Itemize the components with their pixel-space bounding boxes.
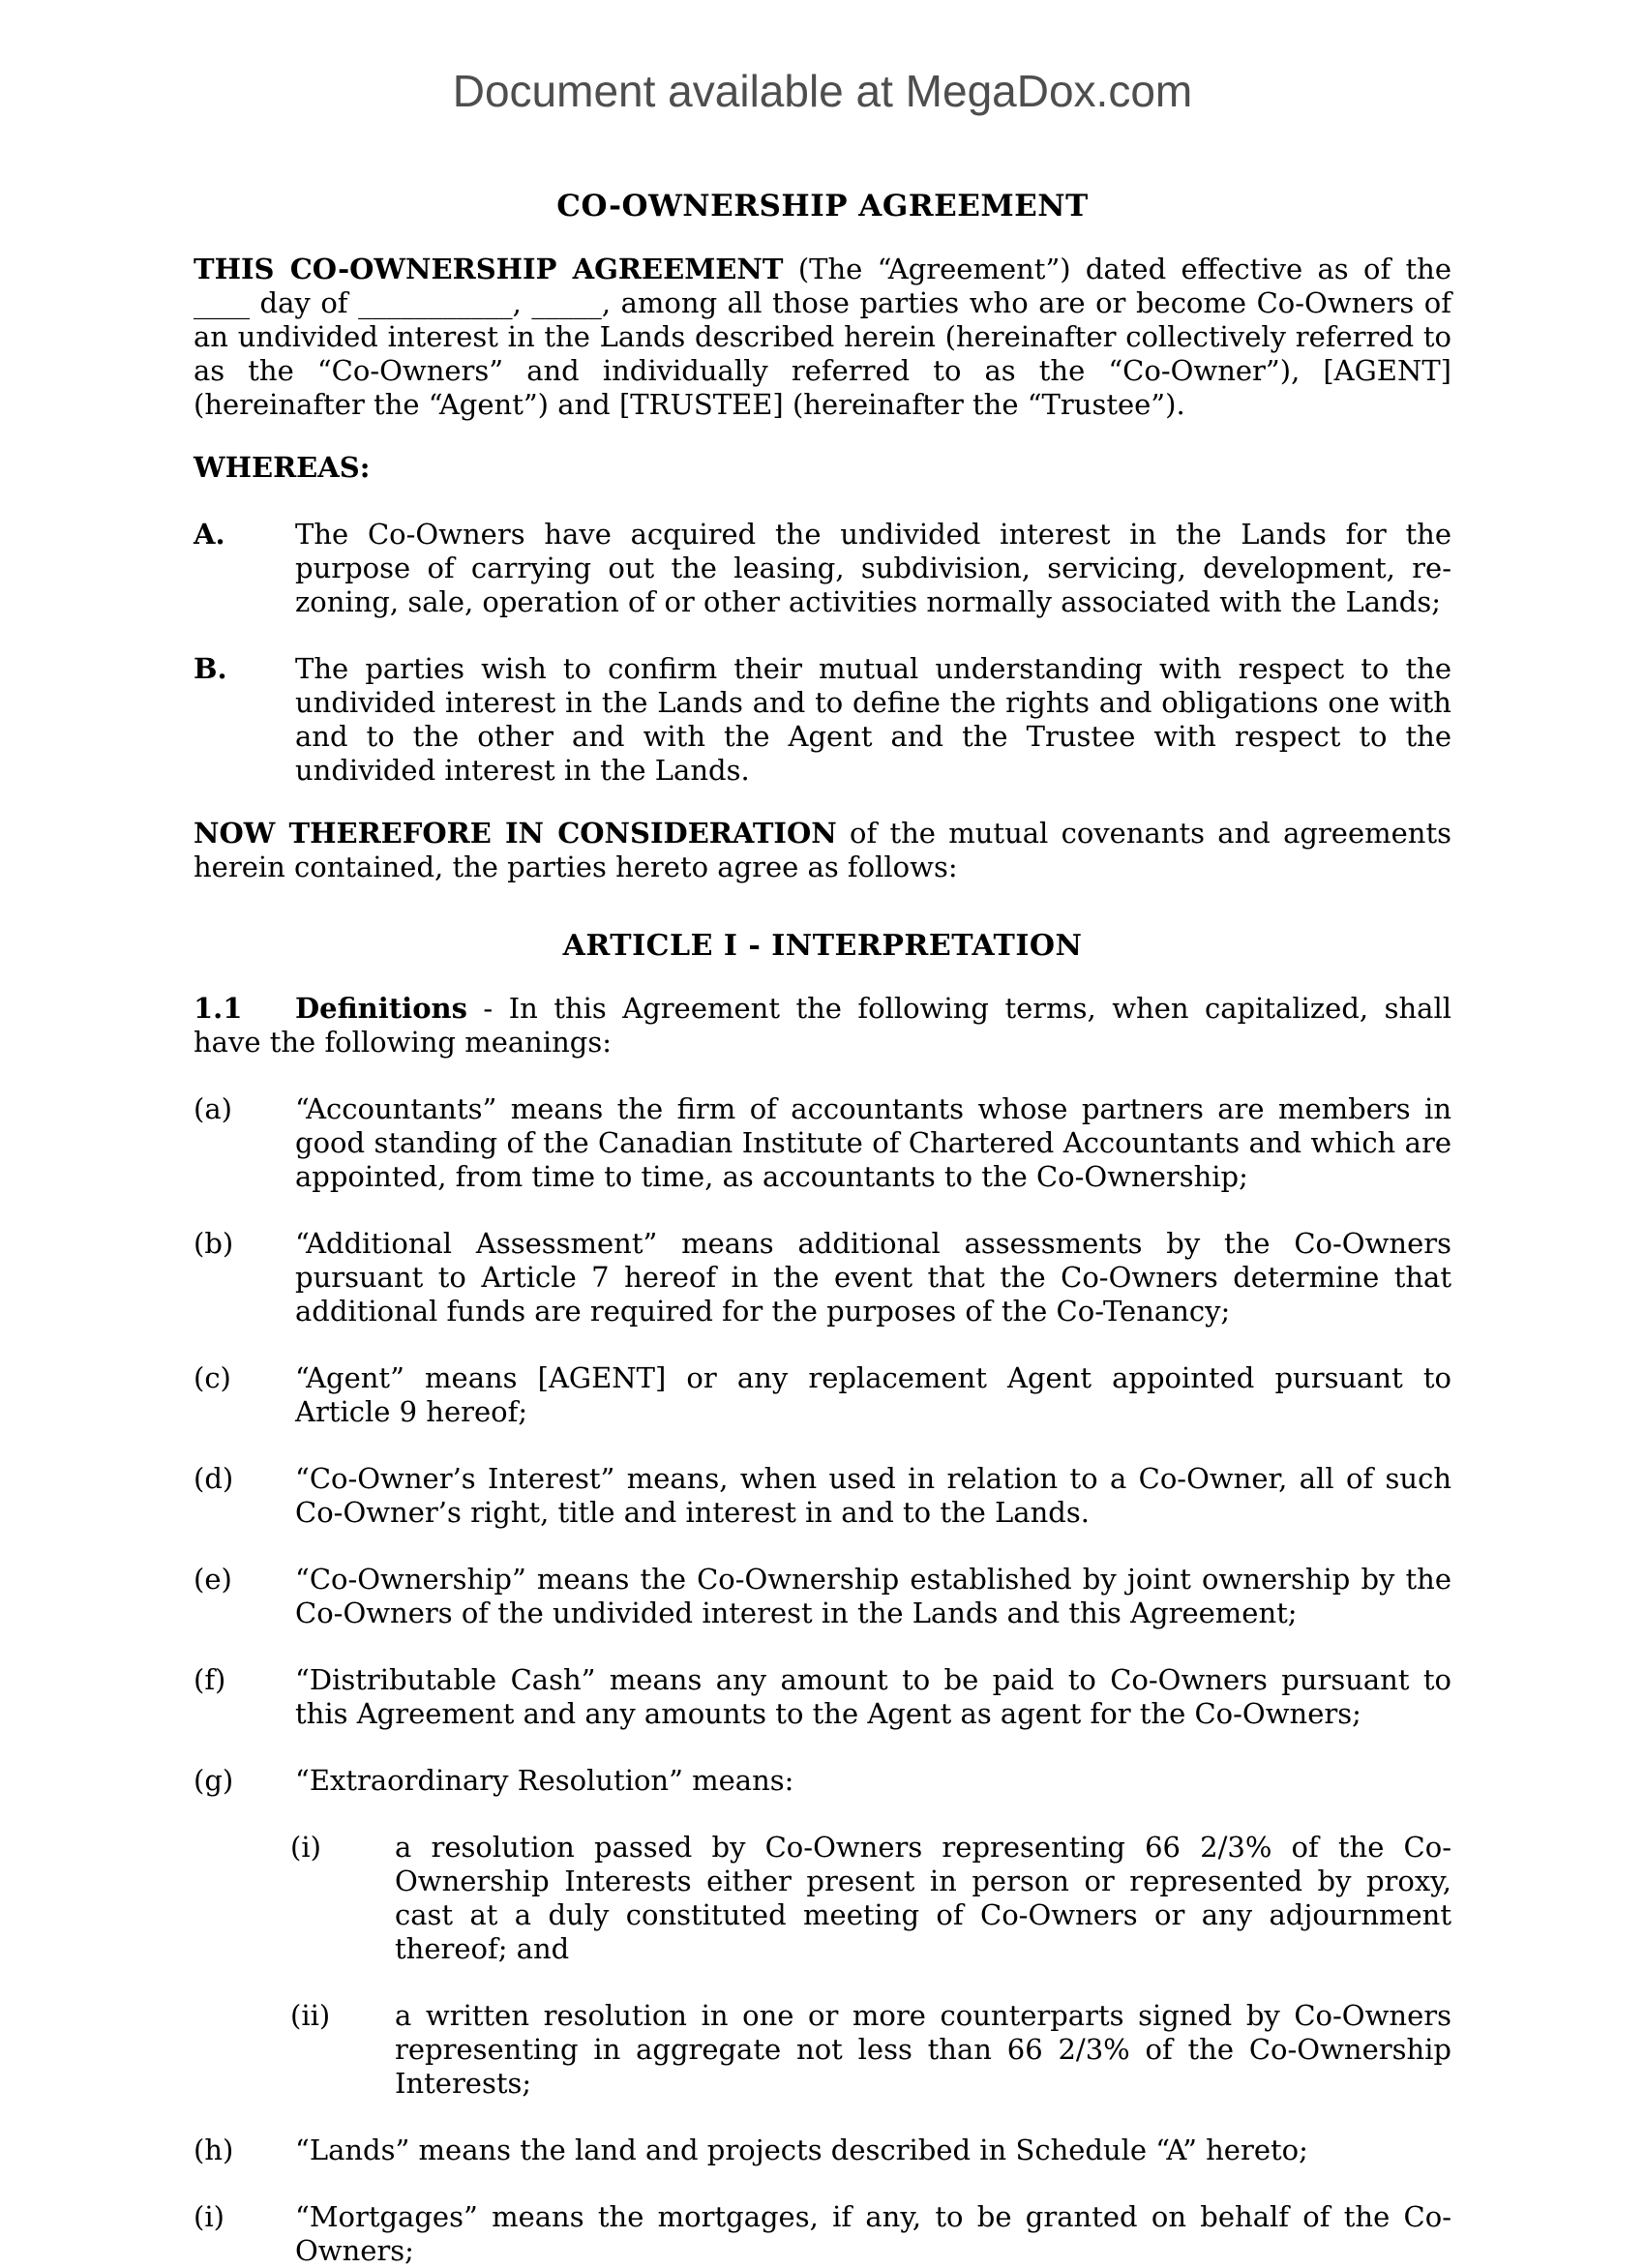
definition-f-text: “Distributable Cash” means any amount to be paid to Co-Owners pursuant to this Agreement and any amounts to the Agent as agent for the Co-Owners; (295, 1663, 1451, 1730)
recital-a-label: A. (194, 518, 225, 551)
definition-d-label: (d) (194, 1462, 234, 1495)
definition-item-i (194, 2200, 1451, 2268)
recital-b-label: B. (194, 652, 227, 685)
definition-g-ii-text: a written resolution in one or more counterparts signed by Co-Owners representing in aggregate not less than 66 2/3% of the Co-Ownership Interests; (395, 1999, 1451, 2100)
definition-item-g (194, 1764, 1451, 1798)
definition-c-text: “Agent” means [AGENT] or any replacement Agent appointed pursuant to Article 9 hereof; (295, 1361, 1451, 1428)
article-1-heading: ARTICLE I - INTERPRETATION (562, 929, 1083, 963)
definition-e-text: “Co-Ownership” means the Co-Ownership established by joint ownership by the Co-Owners of the undivided interest in the Lands and this Agreement; (295, 1563, 1451, 1629)
recital-b-text: The parties wish to confirm their mutual understanding with respect to the undivided interest in the Lands and to define the rights and obligations one with and to the other and with the Agent and the Trustee with respect to the undivided interest in the Lands. (295, 652, 1451, 787)
definition-item-b (194, 1227, 1451, 1328)
definition-g-label: (g) (194, 1764, 234, 1797)
preamble-paragraph (194, 253, 1451, 422)
recital-a-text: The Co-Owners have acquired the undivided interest in the Lands for the purpose of carrying out the leasing, subdivision, servicing, development, re-zoning, sale, operation of or other activities normally associated with the Lands; (295, 518, 1451, 618)
definition-c-label: (c) (194, 1361, 231, 1394)
definition-g-i-text: a resolution passed by Co-Owners representing 66 2/3% of the Co-Ownership Interests either present in person or represented by proxy, cast at a duly constituted meeting of Co-Owners or any adjournment thereof; and (395, 1831, 1451, 1965)
definition-g-i-label: (i) (290, 1831, 321, 1864)
definition-b-text: “Additional Assessment” means additional assessments by the Co-Owners pursuant to Article 7 hereof in the event that the Co-Owners determine that additional funds are required for the purposes of the Co-Tenancy; (295, 1227, 1451, 1328)
now-therefore-text: of the mutual covenants and agreements herein contained, the parties hereto agree as follows: (194, 817, 1451, 883)
definition-item-d (194, 1462, 1451, 1530)
definition-g-subitem-i (290, 1831, 1451, 1966)
definition-h-text: “Lands” means the land and projects described in Schedule “A” hereto; (295, 2134, 1308, 2166)
preamble-body-text: (The “Agreement”) dated effective as of the ____ day of ___________, _____, among all those parties who are or become Co-Owners of an undivided interest in the Lands described herein (hereinafter collectively referred to as the “Co-Owners” and individually referred to as the “Co-Owner”), [AGENT] (hereinafter the “Agent”) and [TRUSTEE] (hereinafter the “Trustee”). (194, 253, 1452, 421)
section-1-1-paragraph (194, 992, 1451, 1059)
definition-item-e (194, 1563, 1451, 1630)
recital-b (194, 652, 1451, 788)
definition-i-label: (i) (194, 2200, 224, 2233)
definition-a-text: “Accountants” means the firm of accountants whose partners are members in good standing of the Canadian Institute of Chartered Accountants and which are appointed, from time to time, as accountants to the Co-Ownership; (295, 1092, 1451, 1193)
definition-d-text: “Co-Owner’s Interest” means, when used in relation to a Co-Owner, all of such Co-Owner’s right, title and interest in and to the Lands. (295, 1462, 1451, 1529)
recital-a (194, 518, 1451, 619)
definition-g-ii-label: (ii) (290, 1999, 331, 2032)
section-1-1-text: - In this Agreement the following terms, when capitalized, shall have the following meanings: (194, 992, 1451, 1059)
now-therefore-bold-lead: NOW THEREFORE IN CONSIDERATION (194, 817, 837, 850)
whereas-heading: WHEREAS: (194, 451, 371, 484)
definition-f-label: (f) (194, 1663, 226, 1696)
definition-h-label: (h) (194, 2134, 234, 2166)
definition-item-a (194, 1092, 1451, 1194)
definition-e-label: (e) (194, 1563, 232, 1596)
definition-g-subitems (290, 1831, 1451, 2101)
definition-a-label: (a) (194, 1092, 232, 1125)
preamble-bold-lead: THIS CO-OWNERSHIP AGREEMENT (194, 253, 784, 285)
definition-item-h (194, 2134, 1451, 2167)
document-title: CO-OWNERSHIP AGREEMENT (556, 189, 1089, 224)
section-1-1-title: Definitions (295, 992, 467, 1025)
definition-item-c (194, 1361, 1451, 1429)
definition-item-f (194, 1663, 1451, 1731)
definition-i-text: “Mortgages” means the mortgages, if any, to be granted on behalf of the Co-Owners; (295, 2200, 1451, 2267)
definition-g-subitem-ii (290, 1999, 1451, 2101)
definition-g-text: “Extraordinary Resolution” means: (295, 1764, 794, 1797)
section-1-1-number: 1.1 (194, 992, 243, 1025)
now-therefore-paragraph (194, 817, 1451, 884)
megadox-watermark-text: Document available at MegaDox.com (452, 66, 1193, 116)
definition-b-label: (b) (194, 1227, 234, 1260)
